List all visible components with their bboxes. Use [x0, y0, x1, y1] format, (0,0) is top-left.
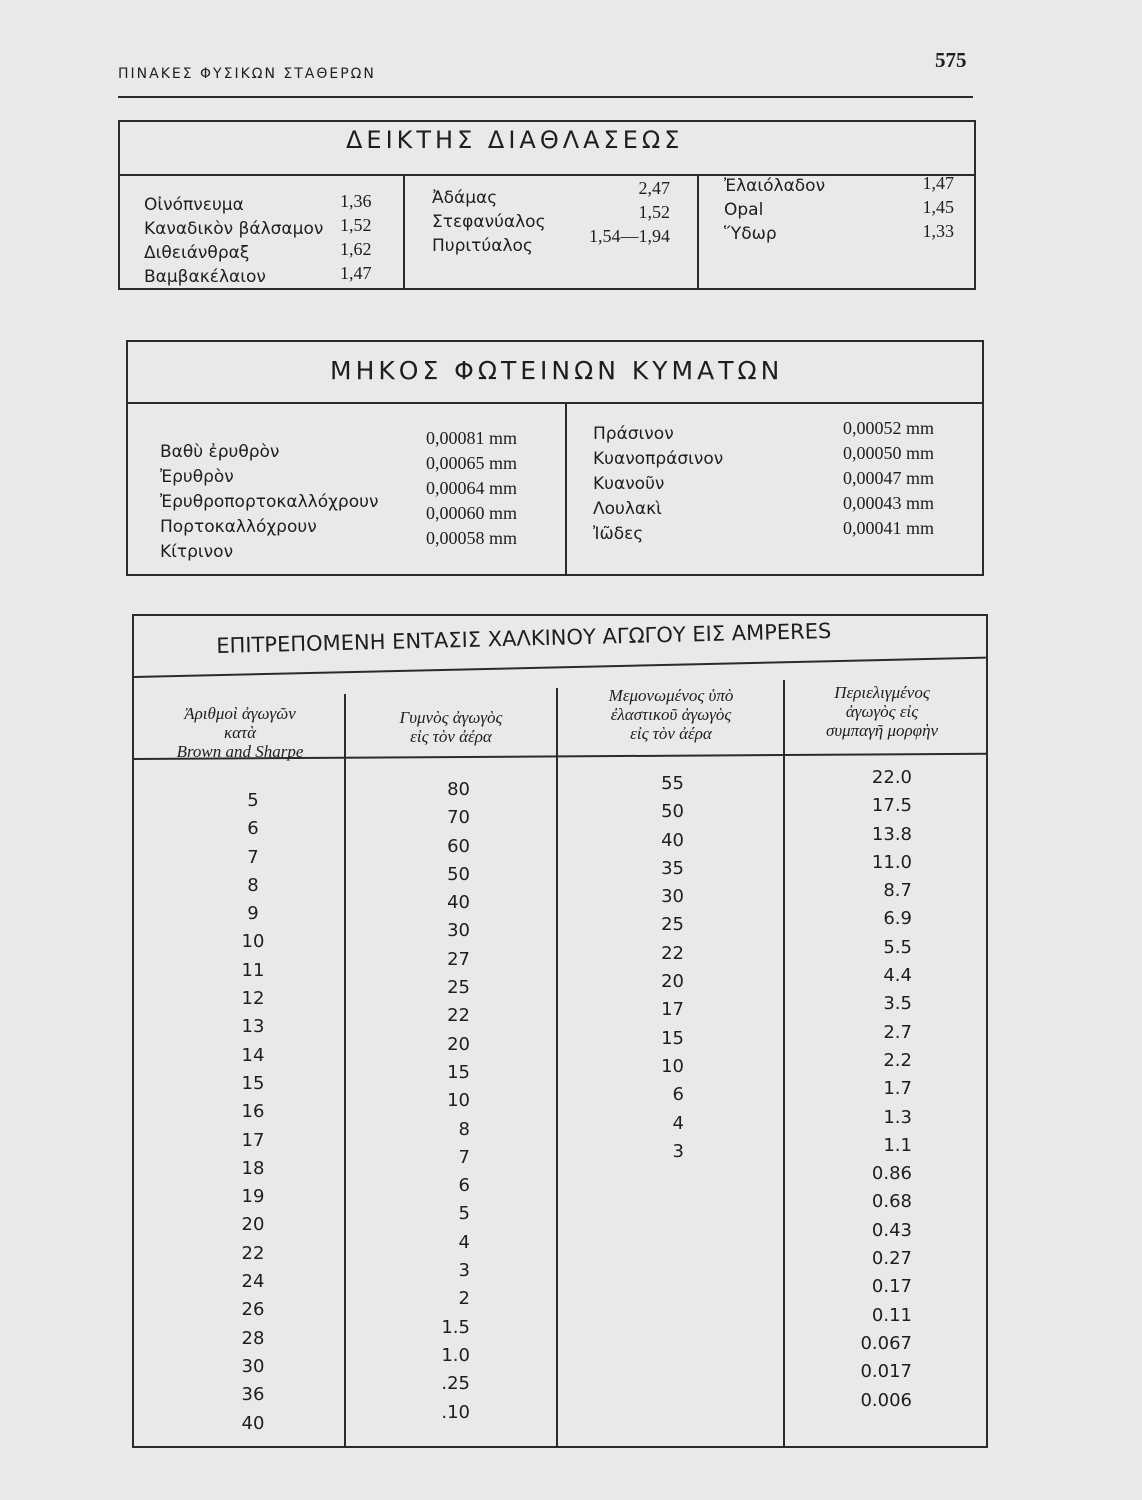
wavelength-value: 0,00065 mm — [426, 453, 518, 473]
insulated-cell: 55 — [661, 773, 684, 794]
gauge-cell: 40 — [241, 1412, 265, 1434]
insulated-column — [630, 770, 684, 1166]
wavelength-name: Κυανοῦν — [593, 474, 665, 494]
refraction-name: Βαμβακέλαιον — [144, 267, 266, 287]
wavelength-name: Πράσινον — [593, 424, 674, 444]
bare-cell: 1.0 — [441, 1344, 470, 1366]
gauge-cell: 13 — [241, 1016, 265, 1038]
refraction-name: Καναδικὸν βάλσαμον — [144, 219, 324, 239]
refraction-value: 1,52 — [340, 215, 372, 235]
wavelength-value: 0,00047 mm — [843, 468, 935, 488]
bundled-cell: 4.4 — [883, 965, 912, 987]
gauge-cell: 8 — [247, 874, 259, 896]
refraction-values-2 — [560, 176, 670, 248]
bundled-cell: 0.43 — [871, 1219, 912, 1241]
bundled-cell: 17.5 — [871, 795, 912, 817]
gauge-cell: 9 — [247, 903, 259, 925]
bare-cell: 20 — [447, 1033, 470, 1055]
insulated-header-line: Μεμονωμένος ὑπὸ — [608, 686, 734, 705]
bare-cell: 2 — [458, 1288, 470, 1310]
bundled-cell: 0.27 — [871, 1248, 912, 1270]
gauge-header-line: Ἀριθμοὶ ἀγωγῶν — [184, 704, 296, 723]
gauge-header-line: Brown and Sharpe — [176, 742, 304, 761]
bundled-cell: 0.067 — [860, 1332, 912, 1354]
refraction-values-3 — [880, 171, 954, 243]
bare-cell: 4 — [458, 1231, 470, 1253]
refraction-value: 1,36 — [340, 191, 372, 211]
page-number: 575 — [935, 48, 967, 72]
header-rule — [118, 96, 973, 98]
refraction-value: 1,62 — [340, 239, 372, 259]
wavelength-value: 0,00041 mm — [843, 518, 935, 538]
gauge-column — [218, 787, 288, 1438]
bare-cell: 10 — [447, 1090, 470, 1112]
wavelength-name: Ἐρυθρὸν — [160, 467, 234, 487]
refraction-name: Ὕδωρ — [724, 224, 777, 244]
bundled-cell: 13.8 — [871, 823, 912, 845]
wavelength-name: Κίτρινον — [160, 542, 234, 562]
insulated-header — [566, 686, 776, 743]
wavelength-value: 0,00058 mm — [426, 528, 518, 548]
bundled-header — [792, 683, 972, 740]
bundled-cell: 2.7 — [883, 1021, 912, 1043]
bare-cell: 70 — [447, 807, 470, 829]
refraction-value: 1,47 — [340, 263, 372, 283]
bundled-cell: 1.3 — [883, 1106, 912, 1128]
refraction-divider-2 — [697, 174, 699, 288]
current-divider-3 — [783, 680, 785, 1446]
bundled-header-line: συμπαγῆ μορφὴν — [825, 721, 939, 740]
bare-header-line: Γυμνὸς ἀγωγὸς — [399, 708, 503, 727]
gauge-header-line: κατὰ — [223, 723, 257, 742]
insulated-cell: 20 — [661, 971, 684, 993]
refraction-name: Στεφανύαλος — [432, 212, 546, 232]
bare-cell: 5 — [458, 1203, 470, 1225]
wavelength-divider — [565, 402, 567, 574]
refraction-values-1 — [340, 189, 372, 285]
bundled-cell: 3.5 — [883, 993, 912, 1015]
gauge-cell: 17 — [241, 1129, 265, 1151]
bare-cell: 22 — [447, 1005, 470, 1027]
gauge-cell: 5 — [247, 790, 259, 811]
refraction-name: Οἰνόπνευμα — [144, 195, 244, 215]
bundled-cell: 2.2 — [883, 1049, 912, 1071]
bare-cell: 40 — [447, 892, 470, 914]
wavelength-name: Ἐρυθροπορτοκαλλόχρουν — [160, 492, 379, 512]
bare-cell: 30 — [447, 920, 470, 942]
bare-column — [420, 776, 470, 1427]
bundled-cell: 5.5 — [883, 936, 912, 958]
refraction-title: ΔΕΙΚΤΗΣ ΔΙΑΘΛΑΣΕΩΣ — [346, 126, 684, 154]
gauge-cell: 15 — [241, 1072, 265, 1094]
bare-cell: 60 — [447, 835, 470, 857]
bundled-cell: 8.7 — [883, 880, 912, 902]
bare-cell: .25 — [441, 1373, 470, 1395]
insulated-cell: 10 — [661, 1055, 684, 1077]
insulated-header-line: ἐλαστικοῦ ἀγωγὸς — [610, 705, 732, 724]
wavelength-value: 0,00081 mm — [426, 428, 518, 448]
refraction-value: 1,47 — [922, 173, 954, 193]
gauge-cell: 14 — [241, 1044, 265, 1066]
bare-header — [356, 708, 546, 746]
insulated-cell: 30 — [661, 886, 684, 908]
insulated-cell: 17 — [661, 999, 684, 1021]
bare-cell: 80 — [447, 779, 470, 800]
current-divider-2 — [556, 688, 558, 1446]
bare-cell: 3 — [458, 1260, 470, 1282]
wavelength-name: Πορτοκαλλόχρουν — [160, 517, 317, 537]
refraction-name: Διθειάνθραξ — [144, 243, 250, 263]
bare-cell: 7 — [458, 1146, 470, 1168]
gauge-cell: 6 — [247, 818, 259, 840]
bare-cell: .10 — [441, 1401, 470, 1423]
refraction-name: Ἀδάμας — [432, 188, 498, 208]
bundled-cell: 0.11 — [871, 1304, 912, 1326]
wavelength-value: 0,00064 mm — [426, 478, 518, 498]
wavelength-name: Βαθὺ ἐρυθρὸν — [160, 442, 280, 462]
insulated-cell: 22 — [661, 942, 684, 964]
insulated-cell: 3 — [672, 1140, 684, 1162]
gauge-cell: 28 — [241, 1327, 265, 1349]
refraction-value: 1,45 — [922, 197, 954, 217]
gauge-cell: 26 — [241, 1299, 265, 1321]
gauge-cell: 20 — [241, 1214, 265, 1236]
insulated-cell: 35 — [661, 857, 684, 879]
gauge-header — [150, 704, 330, 761]
insulated-cell: 40 — [661, 829, 684, 851]
current-divider-1 — [344, 694, 346, 1446]
wavelength-values-2 — [843, 416, 934, 541]
wavelength-title: ΜΗΚΟΣ ΦΩΤΕΙΝΩΝ ΚΥΜΑΤΩΝ — [330, 356, 784, 385]
insulated-cell: 50 — [661, 801, 684, 823]
gauge-cell: 12 — [241, 988, 265, 1010]
gauge-cell: 11 — [241, 959, 265, 981]
gauge-cell: 10 — [241, 931, 265, 953]
gauge-cell: 24 — [241, 1271, 265, 1293]
wavelength-name: Λουλακὶ — [593, 499, 662, 519]
bare-cell: 27 — [447, 948, 470, 970]
gauge-cell: 18 — [241, 1157, 265, 1179]
gauge-cell: 19 — [241, 1186, 265, 1208]
refraction-value: 2,47 — [638, 178, 670, 198]
current-title: ΕΠΙΤΡΕΠΟΜΕΝΗ ΕΝΤΑΣΙΣ ΧΑΛΚΙΝΟΥ ΑΓΩΓΟΥ ΕΙΣ AMPERES — [216, 618, 832, 658]
refraction-value: 1,33 — [922, 221, 954, 241]
bundled-cell: 1.7 — [883, 1078, 912, 1100]
refraction-value: 1,52 — [638, 202, 670, 222]
wavelength-value: 0,00043 mm — [843, 493, 935, 513]
gauge-cell: 16 — [241, 1101, 265, 1123]
bare-header-line: εἰς τὸν ἀέρα — [410, 727, 492, 746]
bare-cell: 1.5 — [441, 1316, 470, 1338]
running-head: ΠΙΝΑΚΕΣ ΦΥΣΙΚΩΝ ΣΤΑΘΕΡΩΝ — [118, 66, 376, 82]
refraction-names-1 — [144, 193, 323, 289]
wavelength-name: Κυανοπράσινον — [593, 449, 724, 469]
refraction-name: Opal — [724, 200, 764, 220]
insulated-cell: 15 — [661, 1027, 684, 1049]
insulated-cell: 4 — [672, 1112, 684, 1134]
wavelength-value: 0,00050 mm — [843, 443, 935, 463]
bare-cell: 15 — [447, 1061, 470, 1083]
bundled-cell: 22.0 — [871, 767, 912, 788]
gauge-cell: 36 — [241, 1384, 265, 1406]
bundled-cell: 6.9 — [883, 908, 912, 930]
wavelength-values-1 — [426, 426, 517, 551]
bare-cell: 6 — [458, 1175, 470, 1197]
bundled-cell: 0.017 — [860, 1361, 912, 1383]
wavelength-value: 0,00052 mm — [843, 418, 935, 438]
gauge-cell: 22 — [241, 1242, 265, 1264]
wavelength-value: 0,00060 mm — [426, 503, 518, 523]
bundled-cell: 1.1 — [883, 1134, 912, 1156]
bundled-cell: 0.17 — [871, 1276, 912, 1298]
wavelength-names-2 — [593, 422, 723, 547]
refraction-title-rule — [120, 174, 974, 176]
insulated-cell: 6 — [672, 1084, 684, 1106]
refraction-divider-1 — [403, 174, 405, 288]
bundled-cell: 11.0 — [871, 851, 912, 873]
wavelength-title-rule — [128, 402, 982, 404]
gauge-cell: 7 — [247, 846, 259, 868]
wavelength-name: Ἰῶδες — [593, 524, 644, 544]
refraction-value: 1,54—1,94 — [589, 226, 670, 246]
refraction-names-2 — [432, 186, 546, 258]
insulated-header-line: εἰς τὸν ἀέρα — [630, 724, 712, 743]
refraction-name: Ἐλαιόλαδον — [724, 176, 826, 196]
bundled-cell: 0.006 — [860, 1389, 912, 1411]
wavelength-names-1 — [160, 440, 378, 565]
gauge-cell: 30 — [241, 1355, 265, 1377]
bundled-header-line: ἀγωγὸς εἰς — [845, 702, 919, 721]
refraction-name: Πυριτύαλος — [432, 236, 533, 256]
bare-cell: 50 — [447, 863, 470, 885]
bundled-cell: 0.68 — [871, 1191, 912, 1213]
bundled-header-line: Περιελιγμένος — [834, 683, 930, 702]
insulated-cell: 25 — [661, 914, 684, 936]
bundled-column — [840, 764, 912, 1415]
bundled-cell: 0.86 — [871, 1163, 912, 1185]
refraction-names-3 — [724, 174, 825, 246]
bare-cell: 25 — [447, 977, 470, 999]
bare-cell: 8 — [458, 1118, 470, 1140]
